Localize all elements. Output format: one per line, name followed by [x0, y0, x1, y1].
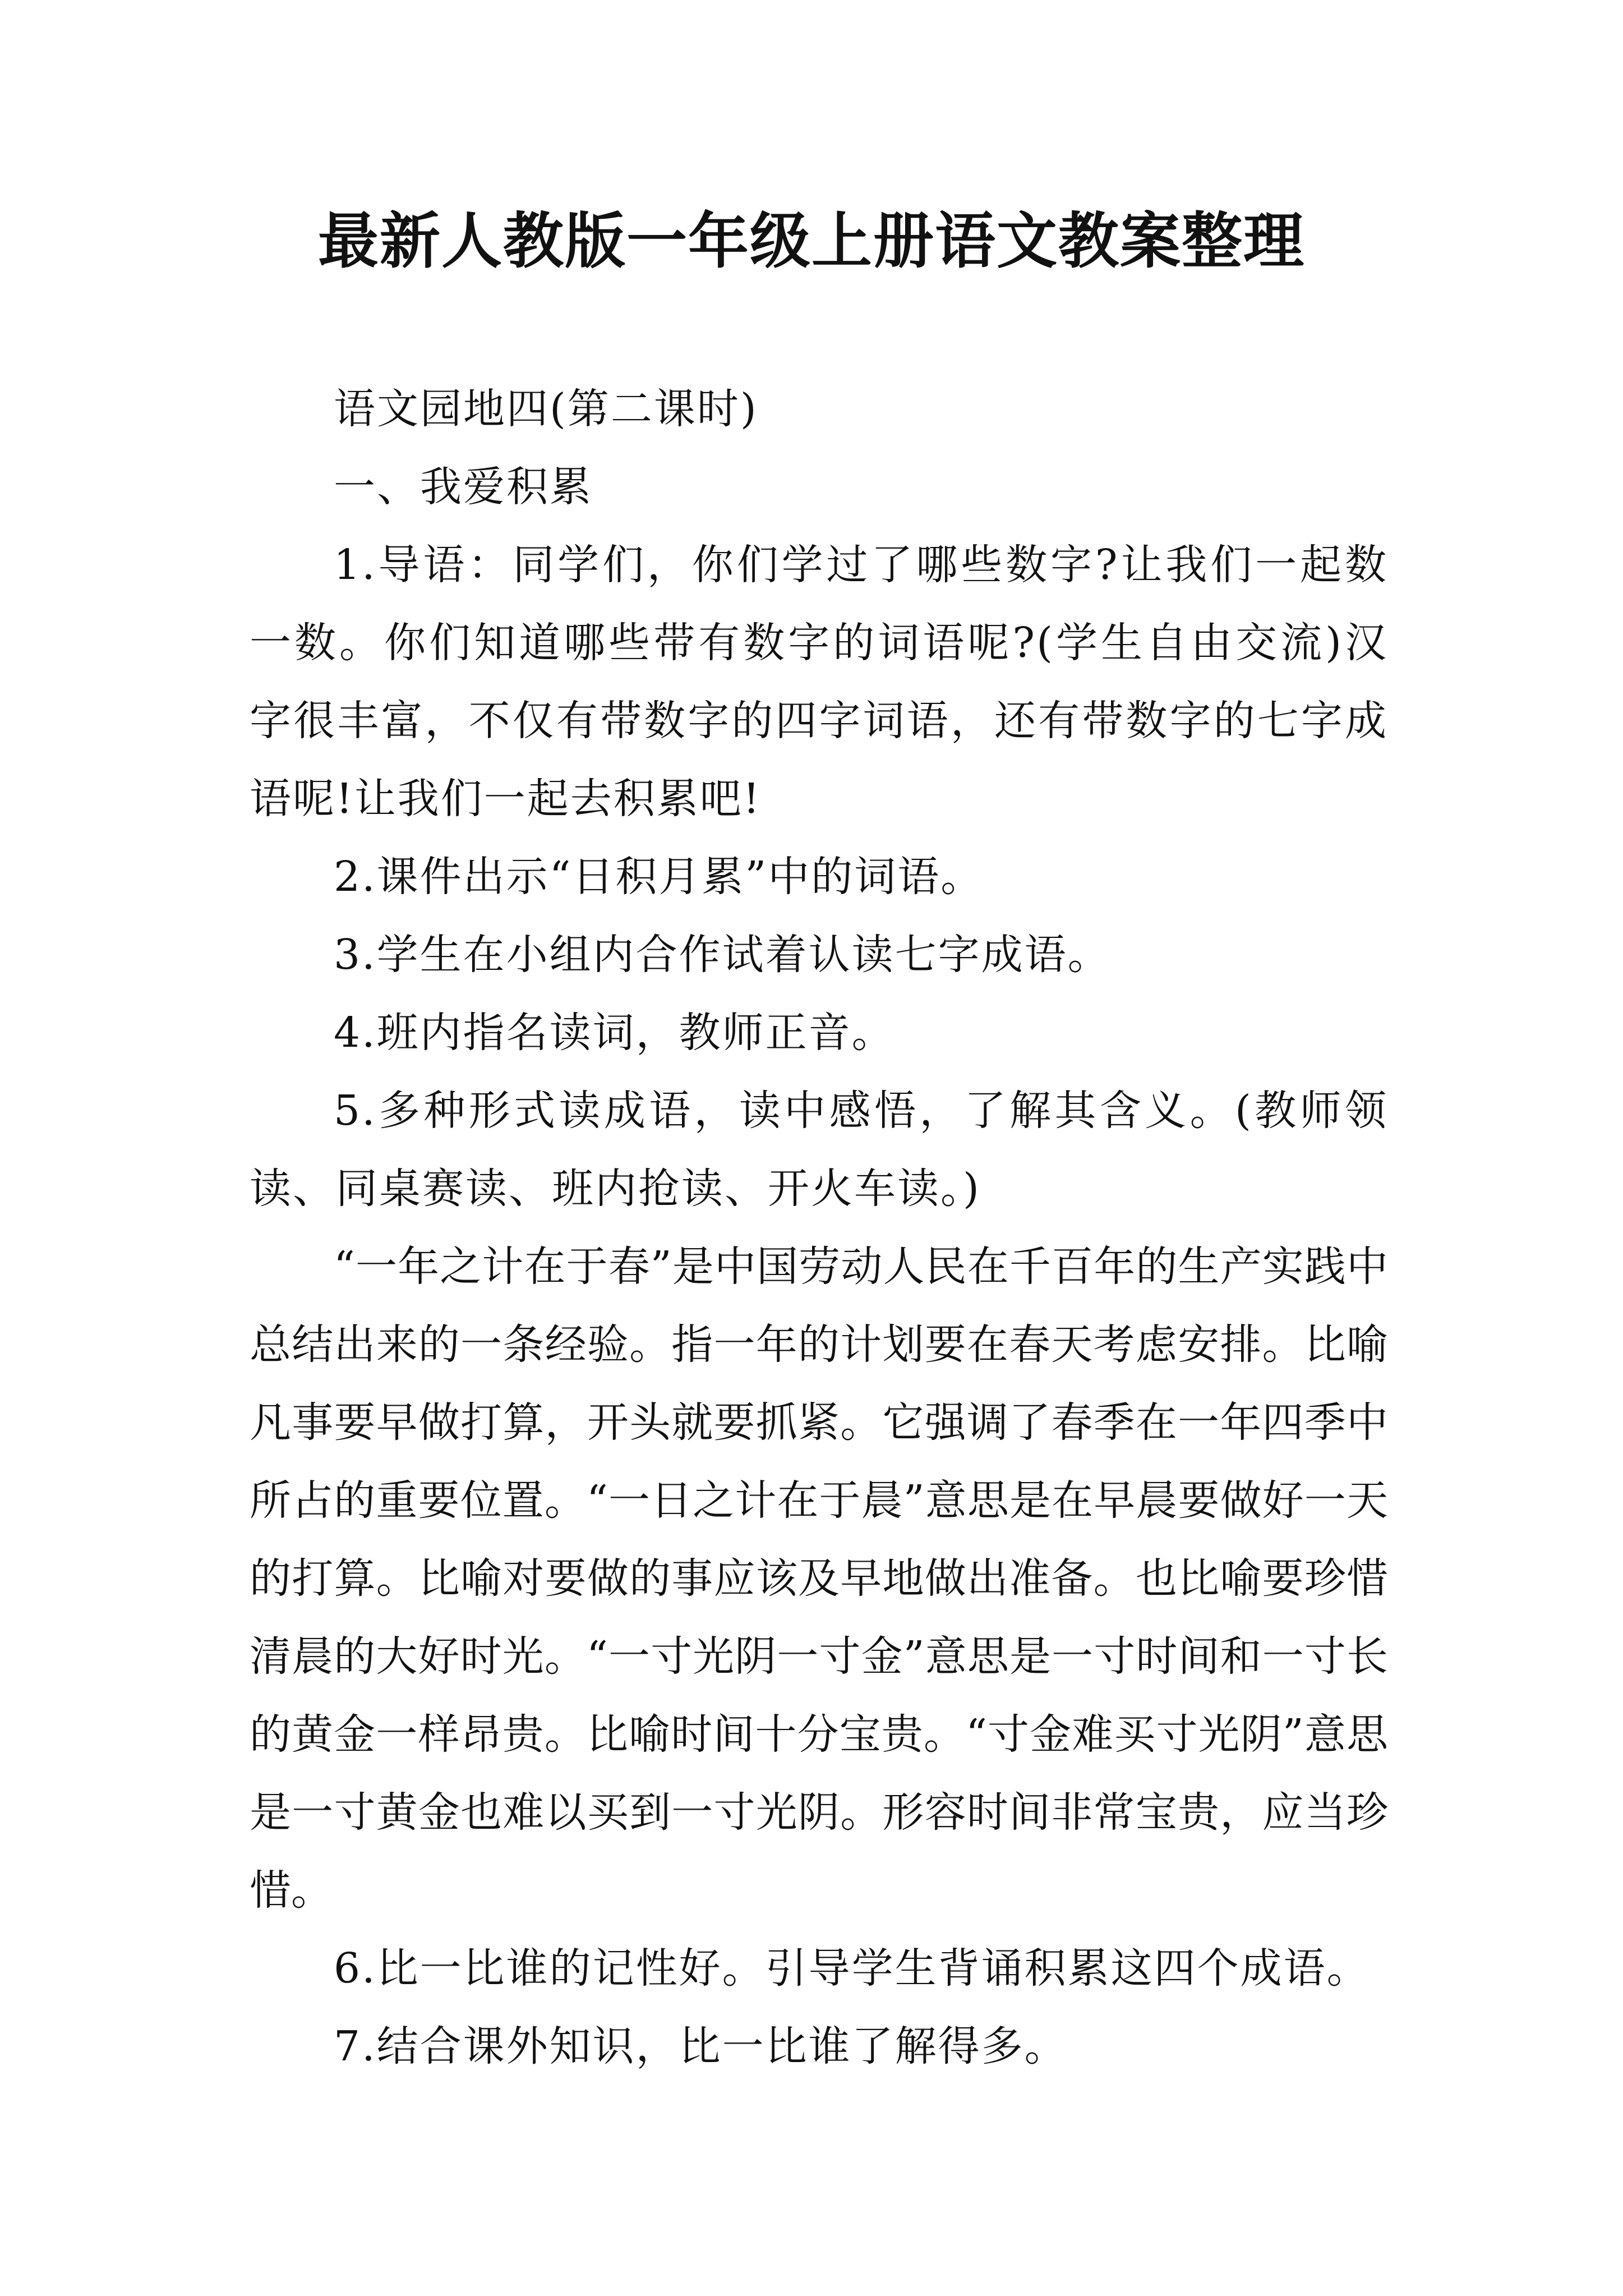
step-paragraph-5: 5.多种形式读成语，读中感悟，了解其含义。(教师领读、同桌赛读、班内抢读、开火车读。)	[250, 1087, 1388, 1213]
step-paragraph-4: 4.班内指名读词，教师正音。	[334, 1009, 895, 1057]
idiom-explanation-paragraph: “一年之计在于春”是中国劳动人民在千百年的生产实践中总结出来的一条经验。指一年的计划要在春天考虑安排。比喻凡事要早做打算，开头就要抓紧。它强调了春季在一年四季中所占的重要位置。“一日之计在于晨”意思是在早晨要做好一天的打算。比喻对要做的事应该及早地做出准备。也比喻要珍惜清晨的大好时光。“一寸光阴一寸金”意思是一寸时间和一寸长的黄金一样昂贵。比喻时间十分宝贵。“寸金难买寸光阴”意思是一寸黄金也难以买到一寸光阴。形容时间非常宝贵，应当珍惜。	[250, 1243, 1388, 1915]
step-paragraph-7: 7.结合课外知识，比一比谁了解得多。	[334, 2022, 1068, 2070]
subsection-heading: 一、我爱积累	[334, 463, 593, 511]
step-paragraph-3: 3.学生在小组内合作试着认读七字成语。	[334, 931, 1111, 979]
step-paragraph-6: 6.比一比谁的记性好。引导学生背诵积累这四个成语。	[334, 1944, 1370, 1993]
section-heading: 语文园地四(第二课时)	[334, 385, 758, 433]
document-body	[250, 370, 1388, 2086]
document-title: 最新人教版一年级上册语文教案整理	[317, 206, 1305, 277]
step-paragraph-2: 2.课件出示“日积月累”中的词语。	[334, 853, 984, 901]
step-paragraph-1: 1.导语：同学们，你们学过了哪些数字?让我们一起数一数。你们知道哪些带有数字的词语呢?(学生自由交流)汉字很丰富，不仅有带数字的四字词语，还有带数字的七字成语呢!让我们一起去积累吧!	[250, 541, 1388, 823]
